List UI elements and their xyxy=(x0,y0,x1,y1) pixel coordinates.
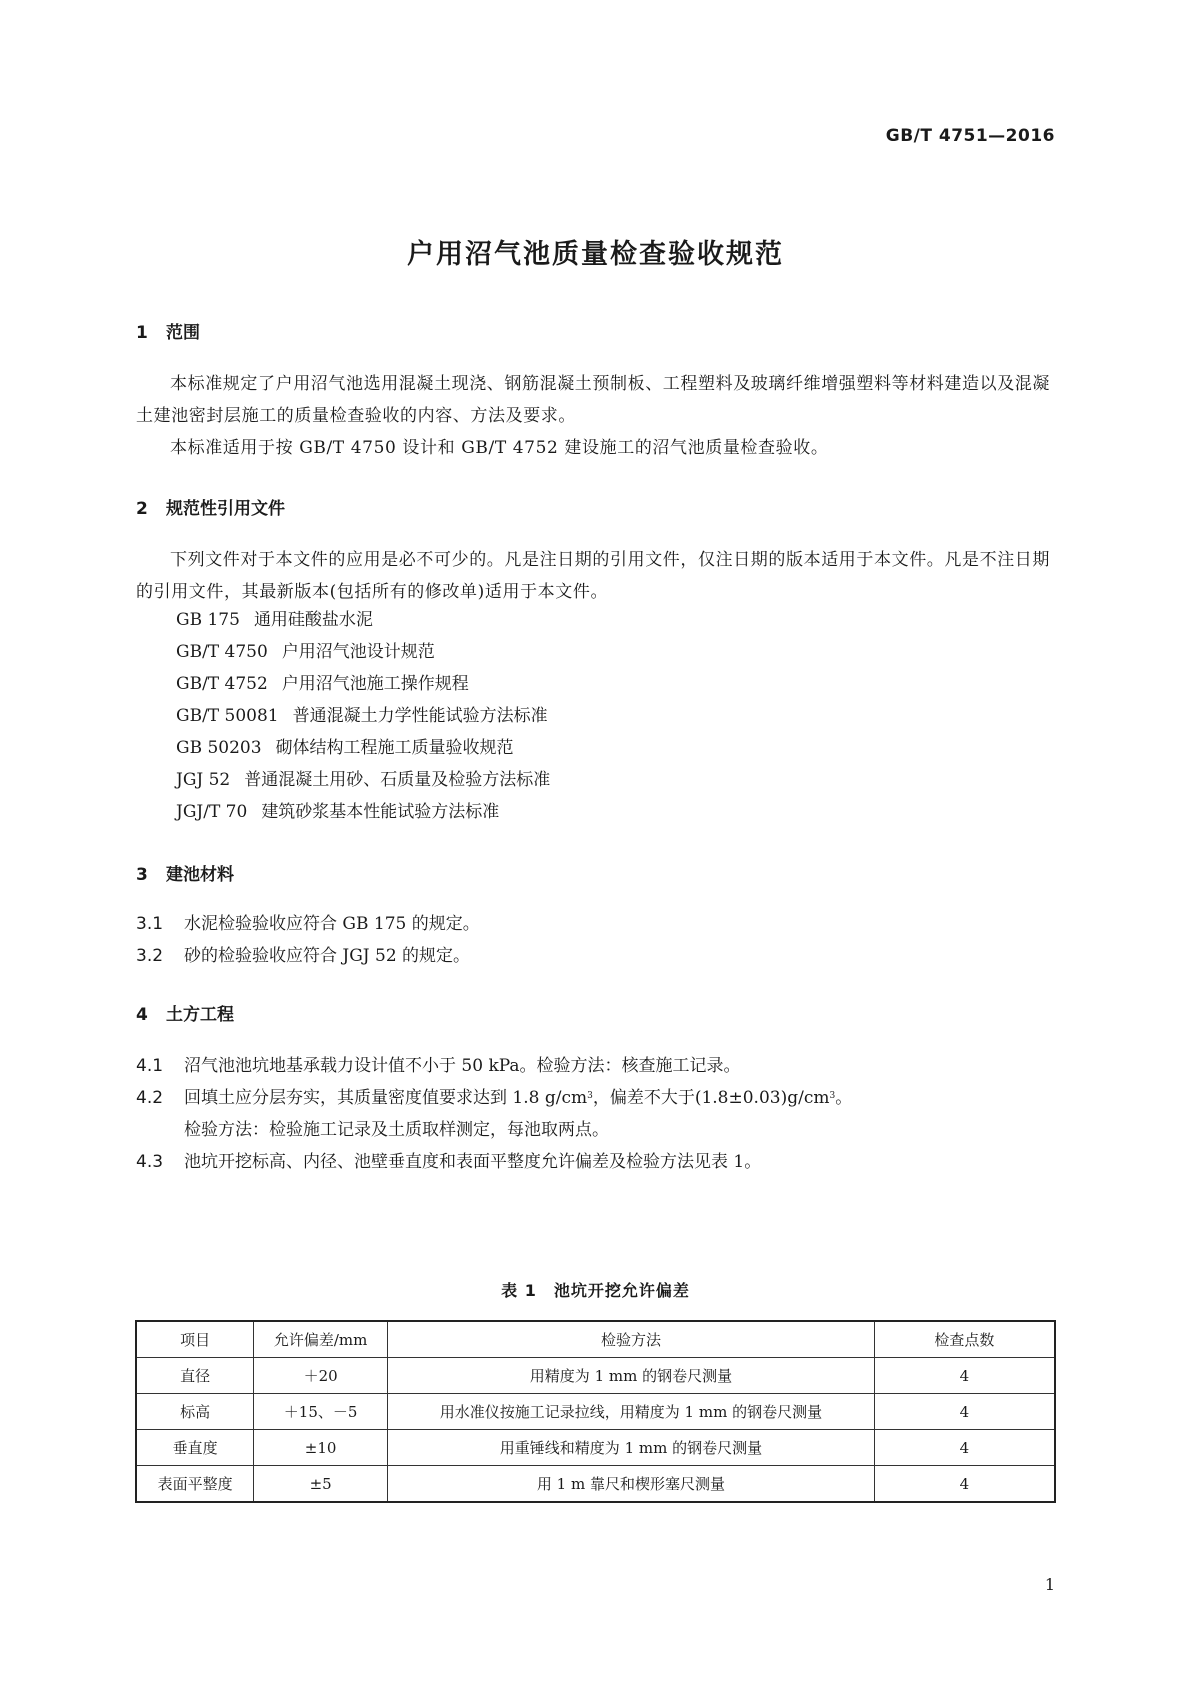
table-cell: ±10 xyxy=(254,1430,388,1466)
superscript: 3 xyxy=(587,1091,593,1101)
section-title: 建池材料 xyxy=(166,865,234,885)
table-row xyxy=(136,1358,1055,1394)
section-title: 范围 xyxy=(166,323,200,343)
clause-number: 4.2 xyxy=(136,1088,164,1108)
column-header: 检验方法 xyxy=(388,1321,875,1358)
page-number: 1 xyxy=(1044,1575,1055,1594)
table-row xyxy=(136,1466,1055,1503)
clause-4-3 xyxy=(136,1146,761,1178)
section-number: 4 xyxy=(136,1005,148,1025)
section-number: 3 xyxy=(136,865,148,885)
references-intro xyxy=(136,544,1056,608)
scope-body xyxy=(136,368,1056,464)
table-header-row xyxy=(136,1321,1055,1358)
ref-code: GB/T 50081 xyxy=(176,706,279,726)
column-header: 检查点数 xyxy=(874,1321,1055,1358)
ref-code: GB/T 4750 xyxy=(176,642,268,662)
section-heading-1 xyxy=(136,318,200,343)
column-header: 项目 xyxy=(136,1321,254,1358)
table-cell: ＋15、－5 xyxy=(254,1394,388,1430)
ref-name: 普通混凝土力学性能试验方法标准 xyxy=(292,706,548,726)
section-number: 1 xyxy=(136,323,148,343)
section-title: 土方工程 xyxy=(166,1005,234,1025)
section-title: 规范性引用文件 xyxy=(166,499,285,519)
ref-code: GB 50203 xyxy=(176,738,262,758)
table-cell: 用水准仪按施工记录拉线，用精度为 1 mm 的钢卷尺测量 xyxy=(388,1394,875,1430)
table-cell: 垂直度 xyxy=(136,1430,254,1466)
clause-4-2 xyxy=(136,1082,852,1114)
ref-name: 普通混凝土用砂、石质量及检验方法标准 xyxy=(244,770,551,790)
clause-text: 。 xyxy=(835,1088,853,1108)
table-cell: 4 xyxy=(874,1358,1055,1394)
clause-text: 回填土应分层夯实，其质量密度值要求达到 1.8 g/cm xyxy=(184,1088,588,1108)
section-heading-4 xyxy=(136,1000,234,1025)
table-cell: 用重锤线和精度为 1 mm 的钢卷尺测量 xyxy=(388,1430,875,1466)
clause-text: 沼气池池坑地基承载力设计值不小于 50 kPa。检验方法：核查施工记录。 xyxy=(184,1056,741,1076)
superscript: 3 xyxy=(829,1091,836,1101)
table-row xyxy=(136,1394,1055,1430)
clause-text: 水泥检验验收应符合 GB 175 的规定。 xyxy=(184,914,480,934)
section-heading-3 xyxy=(136,860,234,885)
ref-name: 通用硅酸盐水泥 xyxy=(253,610,373,630)
references-paragraph: 下列文件对于本文件的应用是必不可少的。凡是注日期的引用文件，仅注日期的版本适用于本文件。凡是不注日期的引用文件，其最新版本(包括所有的修改单)适用于本文件。 xyxy=(136,550,1050,602)
list-item xyxy=(176,764,550,796)
table-cell: ＋20 xyxy=(254,1358,388,1394)
table-caption: 表 1 池坑开挖允许偏差 xyxy=(501,1281,690,1300)
list-item xyxy=(176,700,550,732)
clause-3-2 xyxy=(136,940,470,972)
ref-name: 户用沼气池施工操作规程 xyxy=(281,674,469,694)
list-item xyxy=(176,636,550,668)
deviation-table xyxy=(135,1320,1056,1503)
list-item xyxy=(176,668,550,700)
page-title: 户用沼气池质量检查验收规范 xyxy=(407,239,784,270)
ref-code: JGJ 52 xyxy=(176,770,231,790)
list-item xyxy=(176,604,550,636)
section-number: 2 xyxy=(136,499,148,519)
table-cell: 直径 xyxy=(136,1358,254,1394)
ref-code: GB/T 4752 xyxy=(176,674,268,694)
ref-code: JGJ/T 70 xyxy=(176,802,248,822)
references-list xyxy=(176,604,550,828)
clause-text: ，偏差不大于(1.8±0.03)g/cm xyxy=(592,1088,830,1108)
clause-number: 3.2 xyxy=(136,946,164,966)
scope-paragraph: 本标准适用于按 GB/T 4750 设计和 GB/T 4752 建设施工的沼气池质量检查验收。 xyxy=(170,438,829,458)
table-cell: ±5 xyxy=(254,1466,388,1503)
clause-text: 砂的检验验收应符合 JGJ 52 的规定。 xyxy=(184,946,471,966)
clause-4-1 xyxy=(136,1050,741,1082)
clause-number: 3.1 xyxy=(136,914,164,934)
clause-text: 池坑开挖标高、内径、池壁垂直度和表面平整度允许偏差及检验方法见表 1。 xyxy=(184,1152,762,1172)
clause-3-1 xyxy=(136,908,480,940)
table-cell: 4 xyxy=(874,1394,1055,1430)
clause-4-2-continuation: 检验方法：检验施工记录及土质取样测定，每池取两点。 xyxy=(184,1120,609,1140)
list-item xyxy=(176,796,550,828)
table-cell: 4 xyxy=(874,1430,1055,1466)
clause-number: 4.3 xyxy=(136,1152,164,1172)
list-item xyxy=(176,732,550,764)
table-cell: 4 xyxy=(874,1466,1055,1503)
ref-code: GB 175 xyxy=(176,610,240,630)
table-cell: 用 1 m 靠尺和楔形塞尺测量 xyxy=(388,1466,875,1503)
scope-paragraph: 本标准规定了户用沼气池选用混凝土现浇、钢筋混凝土预制板、工程塑料及玻璃纤维增强塑料等材料建造以及混凝土建池密封层施工的质量检查验收的内容、方法及要求。 xyxy=(136,374,1050,426)
table-row xyxy=(136,1430,1055,1466)
clause-number: 4.1 xyxy=(136,1056,164,1076)
ref-name: 建筑砂浆基本性能试验方法标准 xyxy=(261,802,500,822)
column-header: 允许偏差/mm xyxy=(254,1321,388,1358)
ref-name: 砌体结构工程施工质量验收规范 xyxy=(275,738,514,758)
table-cell: 用精度为 1 mm 的钢卷尺测量 xyxy=(388,1358,875,1394)
section-heading-2 xyxy=(136,494,285,519)
table-cell: 表面平整度 xyxy=(136,1466,254,1503)
ref-name: 户用沼气池设计规范 xyxy=(281,642,435,662)
doc-code: GB/T 4751—2016 xyxy=(885,126,1055,146)
table-cell: 标高 xyxy=(136,1394,254,1430)
